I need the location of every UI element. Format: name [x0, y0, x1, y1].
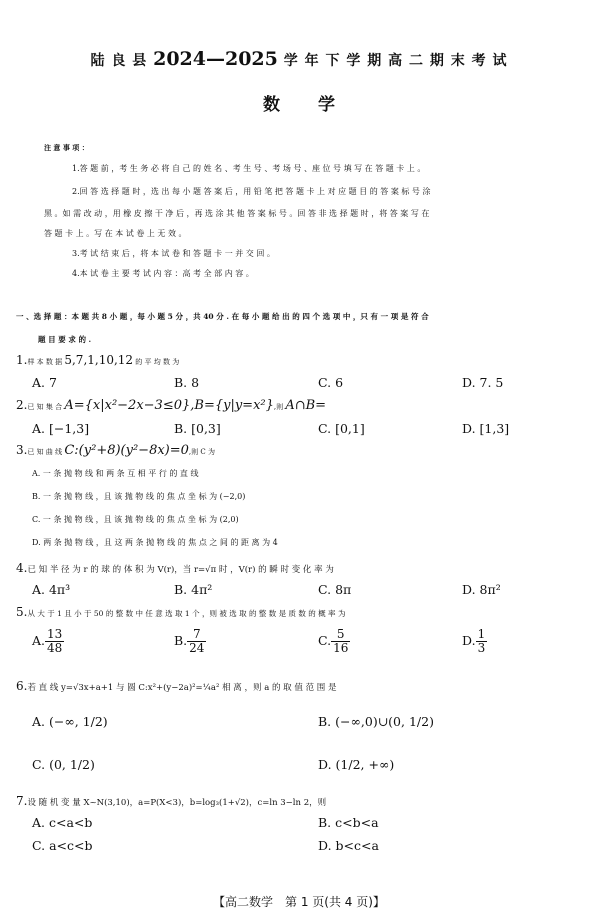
exam-title [0, 48, 598, 70]
q7-option-c: C. a<c<b [32, 838, 93, 853]
question-6: 6.若 直 线 y=√3x+a+1 与 圆 C:x²+(y−2a)²=¼a² 相 离 ，则 a 的 取 值 范 围 是 [16, 679, 337, 693]
section-heading-cont: 题 目 要 求 的 . [38, 335, 92, 344]
q7-option-d: D. b<c<a [318, 838, 379, 853]
page-footer: 【高二数学 第 1 页(共 4 页)】 [213, 895, 385, 909]
q5-option-c: C. $\frac{5}{16}$ [318, 627, 349, 655]
section-heading: 一 、选 择 题 ：本 题 共 8 小 题 ，每 小 题 5 分 ，共 40 分 . 在 每 小 题 给 出 的 四 个 选 项 中 ，只 有 一 项 是 符 合 [16, 312, 429, 321]
question-5: 5.从 大 于 1 且 小 于 50 的 整 数 中 任 意 选 取 1 个 ，则 被 选 取 的 整 数 是 质 数 的 概 率 为 [16, 605, 346, 619]
notice-item-3: 3.考 试 结 束 后 ，将 本 试 卷 和 答 题 卡 一 并 交 回 。 [72, 249, 275, 258]
county: 陆 良 县 [90, 53, 148, 69]
q1-option-b: B. 8 [174, 375, 200, 390]
notice-item-1: 1.答 题 前 ，考 生 务 必 将 自 己 的 姓 名 、考 生 号 、考 场 号 、座 位 号 填 写 在 答 题 卡 上 。 [72, 164, 426, 173]
q4-option-a: A. 4π³ [32, 582, 71, 597]
q5-option-b: B. $\frac{7}{24}$ [174, 627, 205, 655]
q1-option-c: C. 6 [318, 375, 344, 390]
question-2: 2.已 知 集 合 A={x|x²−2x−3≤0},B={y|y=x²},则 A∩B= [16, 398, 327, 413]
q6-option-c: C. (0, 1/2) [32, 757, 95, 772]
question-1: 1.样 本 数 据 5,7,1,10,12 的 平 均 数 为 [16, 353, 180, 367]
question-3: 3.已 知 曲 线 C:(y²+8)(y²−8x)=0,则 C 为 [16, 443, 215, 458]
question-4: 4.已 知 半 径 为 r 的 球 的 体 积 为 V(r)，当 r=√π 时 ，V(r) 的 瞬 时 变 化 率 为 [16, 561, 334, 575]
q3-option-a: A. 一 条 抛 物 线 和 两 条 互 相 平 行 的 直 线 [32, 469, 199, 478]
q2-option-b: B. [0,3] [174, 421, 221, 436]
q3-option-b: B. 一 条 抛 物 线 ，且 该 抛 物 线 的 焦 点 坐 标 为 (−2,0) [32, 492, 246, 501]
notice-item-4: 4.本 试 卷 主 要 考 试 内 容 ：高 考 全 部 内 容 。 [72, 269, 254, 278]
q3-option-c: C. 一 条 抛 物 线 ，且 该 抛 物 线 的 焦 点 坐 标 为 (2,0) [32, 515, 239, 524]
q1-option-a: A. 7 [32, 375, 57, 390]
q4-option-c: C. 8π [318, 582, 352, 597]
notice-item-2-end: 答 题 卡 上 。写 在 本 试 卷 上 无 效 。 [44, 229, 187, 238]
q6-option-d: D. (1/2, +∞) [318, 757, 395, 772]
q2-option-a: A. [−1,3] [32, 421, 90, 436]
q4-option-d: D. 8π² [462, 582, 501, 597]
notice-item-2: 2.回 答 选 择 题 时 ，选 出 每 小 题 答 案 后 ，用 铅 笔 把 答 题 卡 上 对 应 题 目 的 答 案 标 号 涂 [72, 187, 431, 196]
q3-option-d: D. 两 条 抛 物 线 ，且 这 两 条 抛 物 线 的 焦 点 之 间 的 距 离 为 4 [32, 538, 278, 547]
q7-option-b: B. c<b<a [318, 815, 379, 830]
school-year: 2024—2025 [153, 48, 278, 70]
subject-title: 数学 [263, 95, 373, 115]
q7-option-a: A. c<a<b [32, 815, 93, 830]
q6-option-a: A. (−∞, 1/2) [32, 714, 108, 729]
q2-option-d: D. [1,3] [462, 421, 510, 436]
q4-option-b: B. 4π² [174, 582, 213, 597]
notice-heading: 注 意 事 项 ： [44, 143, 89, 152]
q6-option-b: B. (−∞,0)∪(0, 1/2) [318, 714, 434, 729]
exam-name: 学 年 下 学 期 高 二 期 末 考 试 [283, 53, 508, 69]
q5-option-d: D. $\frac{1}{3}$ [462, 627, 486, 655]
q5-option-a: A. $\frac{13}{48}$ [32, 627, 63, 655]
notice-item-2-cont: 黑 。如 需 改 动 ，用 橡 皮 擦 干 净 后 ，再 选 涂 其 他 答 案 标 号 。回 答 非 选 择 题 时 ，将 答 案 写 在 [44, 209, 430, 218]
question-7: 7.设 随 机 变 量 X~N(3,10)，a=P(X<3)，b=log₃(1+√2)，c=ln 3−ln 2，则 [16, 794, 327, 808]
q2-option-c: C. [0,1] [318, 421, 365, 436]
q1-option-d: D. 7. 5 [462, 375, 504, 390]
